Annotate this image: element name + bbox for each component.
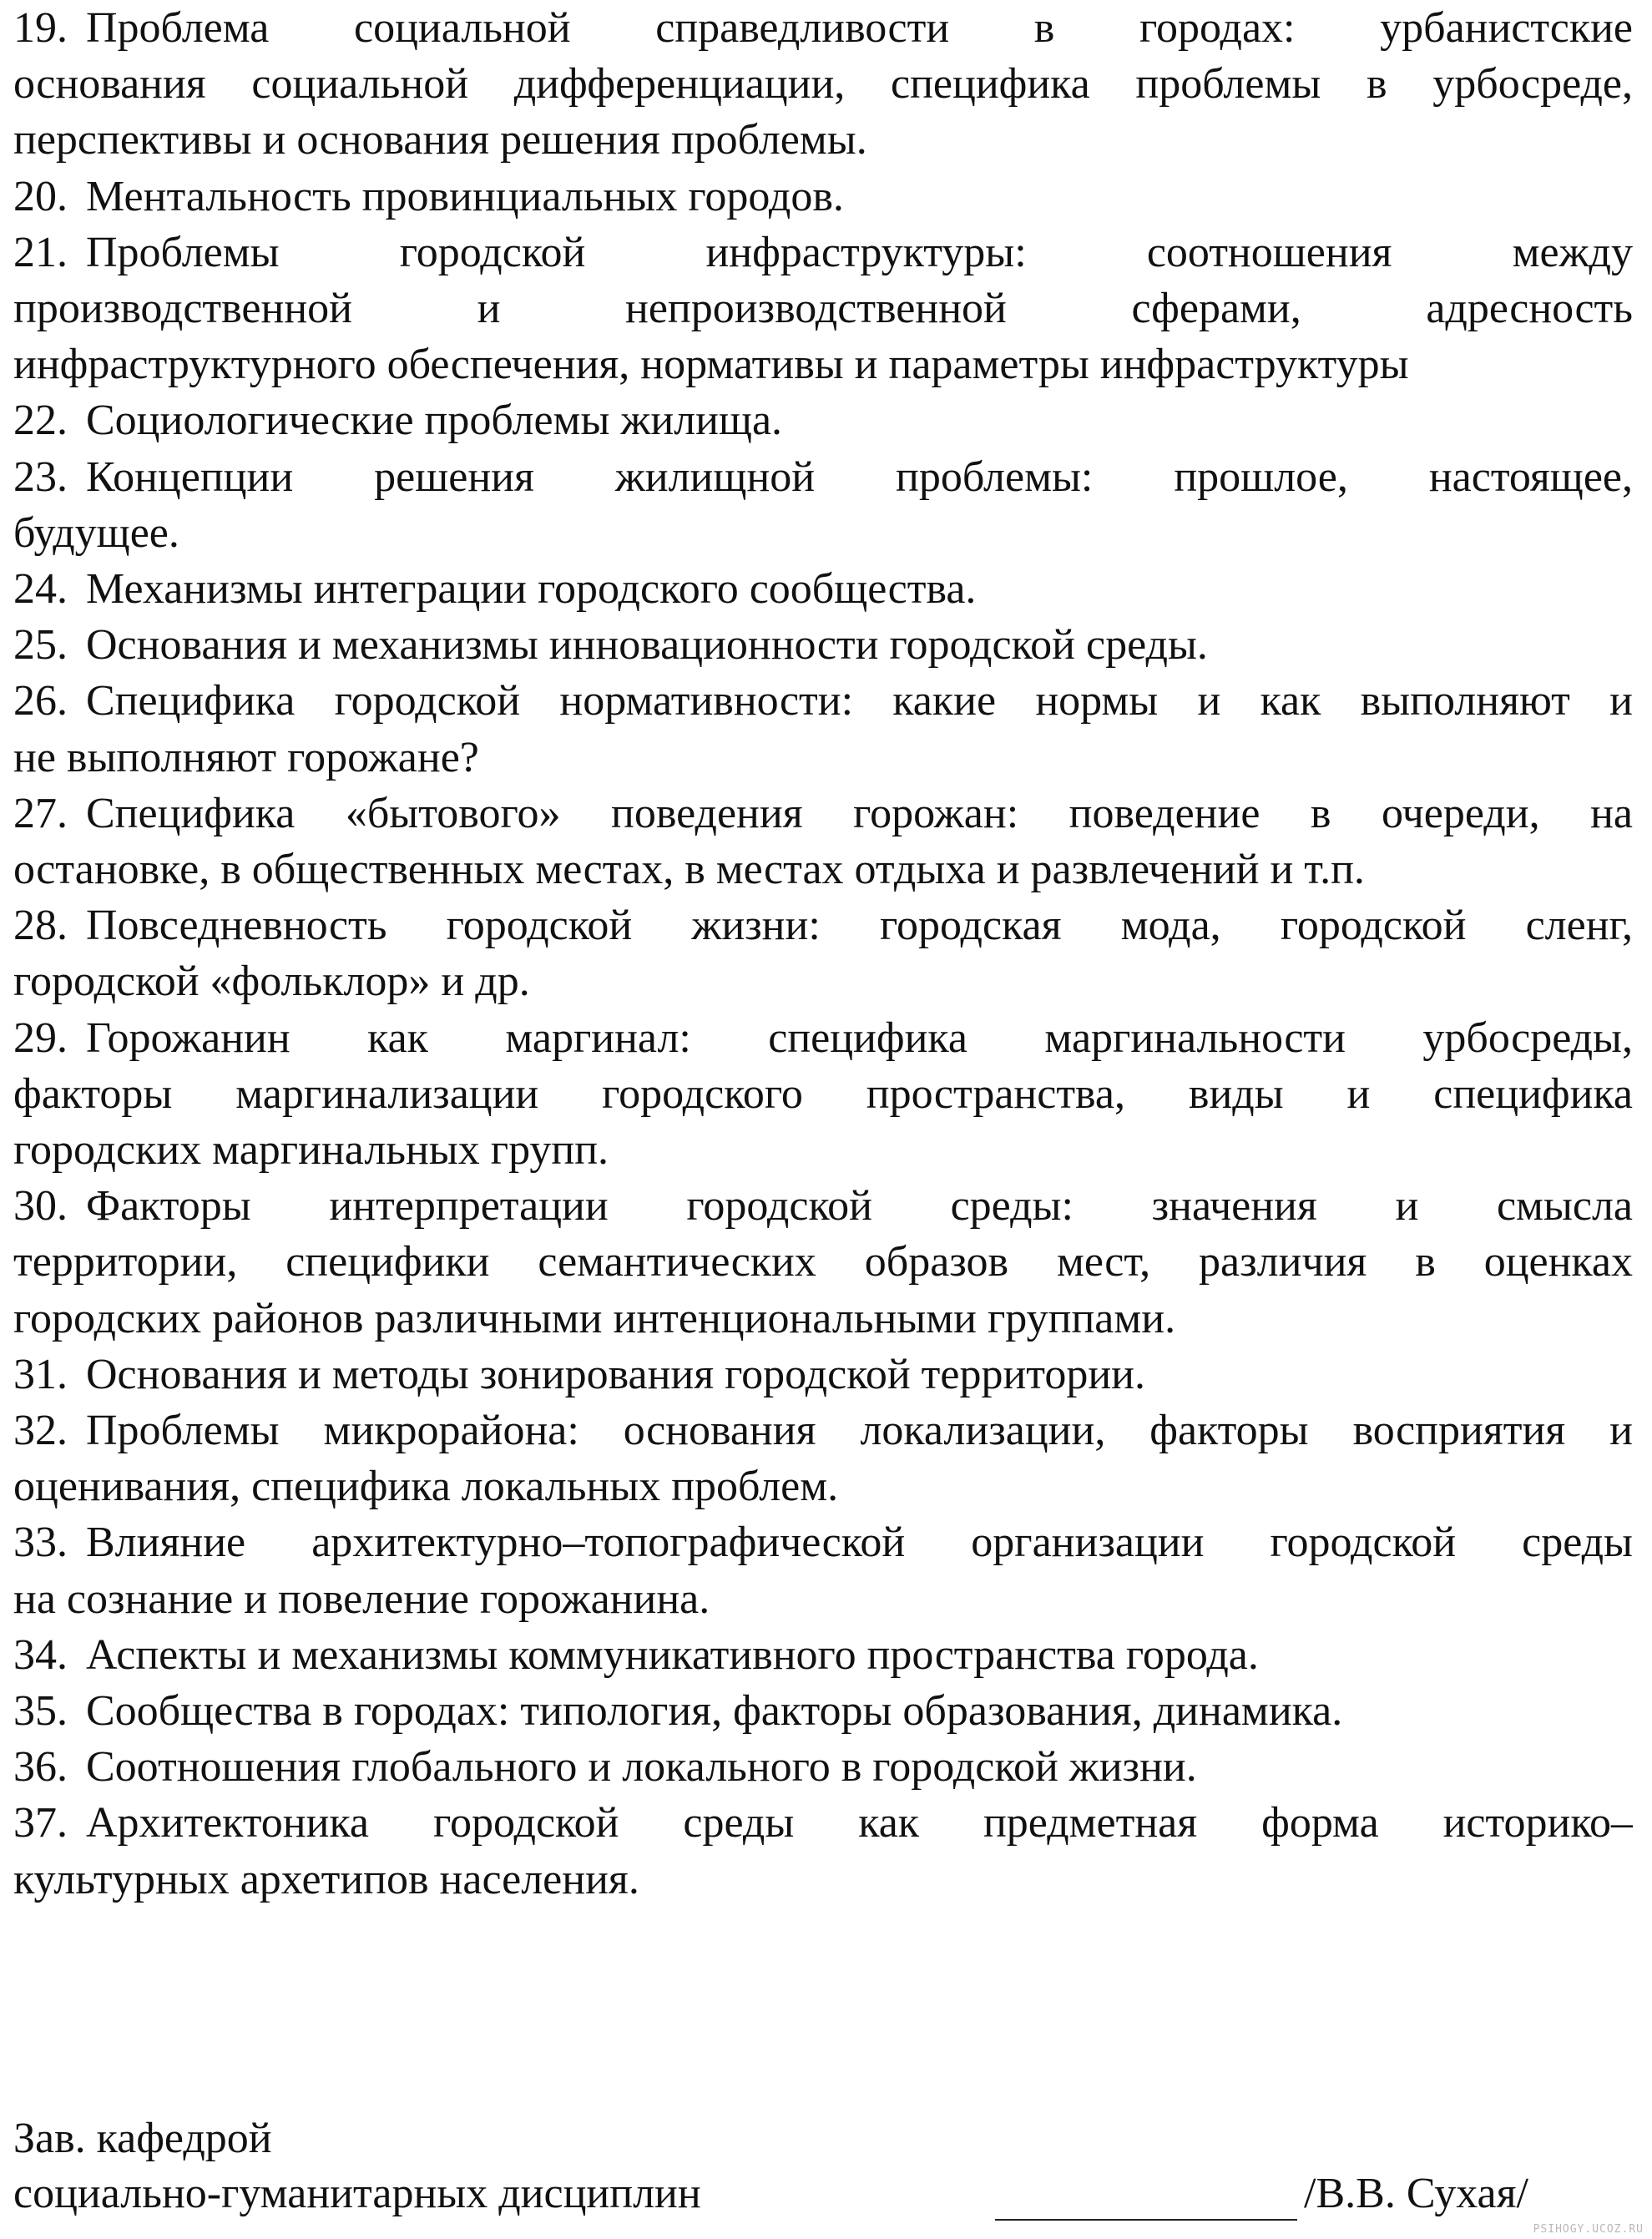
signature-name: /В.В. Сухая/ xyxy=(1304,2170,1528,2217)
list-item-text: Проблемы микрорайона: основания локализации, факторы восприятия и xyxy=(86,1407,1633,1454)
list-item-number: 20. xyxy=(13,173,68,220)
list-item-text: Сообщества в городах: типология, факторы образования, динамика. xyxy=(86,1687,1343,1735)
list-item-line xyxy=(13,561,1633,618)
list-item-text: городской «фольклор» и др. xyxy=(13,958,530,1005)
list-item-line xyxy=(13,1347,1633,1403)
list-item-text: остановке, в общественных местах, в местах отдыха и развлечений и т.п. xyxy=(13,846,1365,893)
signature-position-line2: социально-гуманитарных дисциплин xyxy=(13,2170,701,2217)
list-item-text: Соотношения глобального и локального в городской жизни. xyxy=(86,1743,1197,1791)
list-item-number: 19. xyxy=(13,4,68,52)
list-item-text: перспективы и основания решения проблемы. xyxy=(13,116,867,164)
list-item-number: 33. xyxy=(13,1519,68,1566)
list-item-text: не выполняют горожане? xyxy=(13,734,479,781)
list-item-text: Ментальность провинциальных городов. xyxy=(86,173,844,220)
list-item-line xyxy=(13,1291,1633,1347)
list-item-line xyxy=(13,392,1633,449)
list-item-text: Специфика городской нормативности: какие нормы и как выполняют и xyxy=(86,677,1633,725)
list-item-line xyxy=(13,1795,1633,1852)
list-item-text: будущее. xyxy=(13,509,179,557)
list-item-line xyxy=(13,1514,1633,1571)
list-item-line xyxy=(13,336,1633,393)
list-item-text: Концепции решения жилищной проблемы: прошлое, настоящее, xyxy=(86,453,1633,501)
list-item-line xyxy=(13,0,1633,57)
list-item-text: на сознание и повеление горожанина. xyxy=(13,1575,710,1623)
list-item-text: Основания и механизмы инновационности городской среды. xyxy=(86,621,1208,669)
list-item-line xyxy=(13,1739,1633,1796)
list-item-number: 25. xyxy=(13,621,68,669)
list-item-number: 37. xyxy=(13,1799,68,1847)
list-item-number: 35. xyxy=(13,1687,68,1735)
list-item-line xyxy=(13,1010,1633,1067)
list-item-text: Проблемы городской инфраструктуры: соотношения между xyxy=(86,229,1633,276)
list-item-text: культурных архетипов населения. xyxy=(13,1856,639,1903)
signature-position-line1: Зав. кафедрой xyxy=(13,2115,272,2162)
list-item-text: Социологические проблемы жилища. xyxy=(86,397,783,444)
list-item-text: Повседневность городской жизни: городская мода, городской сленг, xyxy=(86,902,1633,949)
list-item-text: Влияние архитектурно–топографической организации городской среды xyxy=(86,1519,1633,1566)
list-item-line xyxy=(13,281,1633,337)
list-item-line xyxy=(13,1683,1633,1740)
list-item-line xyxy=(13,897,1633,954)
list-item-text: территории, специфики семантических образов мест, различия в оценках xyxy=(13,1238,1633,1286)
list-item-line xyxy=(13,673,1633,730)
list-item-line xyxy=(13,1852,1633,1908)
list-item-line xyxy=(13,1234,1633,1291)
list-item-line xyxy=(13,842,1633,898)
list-item-line xyxy=(13,1178,1633,1235)
list-item-text: Архитектоника городской среды как предметная форма историко– xyxy=(86,1799,1633,1847)
list-item-line xyxy=(13,112,1633,169)
list-item-number: 26. xyxy=(13,677,68,725)
list-item-line xyxy=(13,505,1633,562)
signature-blank-line xyxy=(995,2219,1297,2221)
list-item-line xyxy=(13,225,1633,281)
list-item-number: 30. xyxy=(13,1182,68,1230)
list-item-number: 28. xyxy=(13,902,68,949)
list-item-text: основания социальной дифференциации, специфика проблемы в урбосреде, xyxy=(13,60,1633,108)
list-item-line xyxy=(13,1571,1633,1628)
list-item-text: Аспекты и механизмы коммуникативного пространства города. xyxy=(86,1631,1259,1679)
list-item-line xyxy=(13,1066,1633,1123)
list-item-text: городских районов различными интенциональными группами. xyxy=(13,1295,1176,1342)
list-item-line xyxy=(13,1122,1633,1179)
list-item-number: 32. xyxy=(13,1407,68,1454)
list-item-text: Механизмы интеграции городского сообщества. xyxy=(86,565,977,613)
list-item-line xyxy=(13,786,1633,842)
list-item-line xyxy=(13,953,1633,1010)
list-item-line xyxy=(13,1627,1633,1684)
list-item-text: инфраструктурного обеспечения, нормативы и параметры инфраструктуры xyxy=(13,341,1409,388)
list-item-text: факторы маргинализации городского пространства, виды и специфика xyxy=(13,1070,1633,1118)
list-item-line xyxy=(13,169,1633,225)
list-item-number: 24. xyxy=(13,565,68,613)
list-item-number: 27. xyxy=(13,790,68,837)
list-item-text: оценивания, специфика локальных проблем. xyxy=(13,1463,839,1510)
list-item-text: Факторы интерпретации городской среды: значения и смысла xyxy=(86,1182,1633,1230)
list-item-number: 29. xyxy=(13,1014,68,1062)
list-item-text: Проблема социальной справедливости в городах: урбанистские xyxy=(86,4,1633,52)
list-item-text: производственной и непроизводственной сферами, адресность xyxy=(13,285,1633,332)
list-item-number: 31. xyxy=(13,1351,68,1398)
list-item-number: 36. xyxy=(13,1743,68,1791)
list-item-text: Специфика «бытового» поведения горожан: поведение в очереди, на xyxy=(86,790,1633,837)
list-item-text: Основания и методы зонирования городской территории. xyxy=(86,1351,1145,1398)
watermark: PSIHOGY.UCOZ.RU xyxy=(1533,2223,1644,2236)
list-item-text: Горожанин как маргинал: специфика маргинальности урбосреды, xyxy=(86,1014,1633,1062)
list-item-line xyxy=(13,449,1633,506)
list-item-line xyxy=(13,1458,1633,1515)
list-item-line xyxy=(13,1403,1633,1459)
list-item-line xyxy=(13,730,1633,786)
list-item-text: городских маргинальных групп. xyxy=(13,1126,609,1174)
list-item-line xyxy=(13,617,1633,674)
list-item-number: 21. xyxy=(13,229,68,276)
list-item-number: 22. xyxy=(13,397,68,444)
list-item-number: 34. xyxy=(13,1631,68,1679)
list-item-line xyxy=(13,56,1633,113)
list-item-number: 23. xyxy=(13,453,68,501)
